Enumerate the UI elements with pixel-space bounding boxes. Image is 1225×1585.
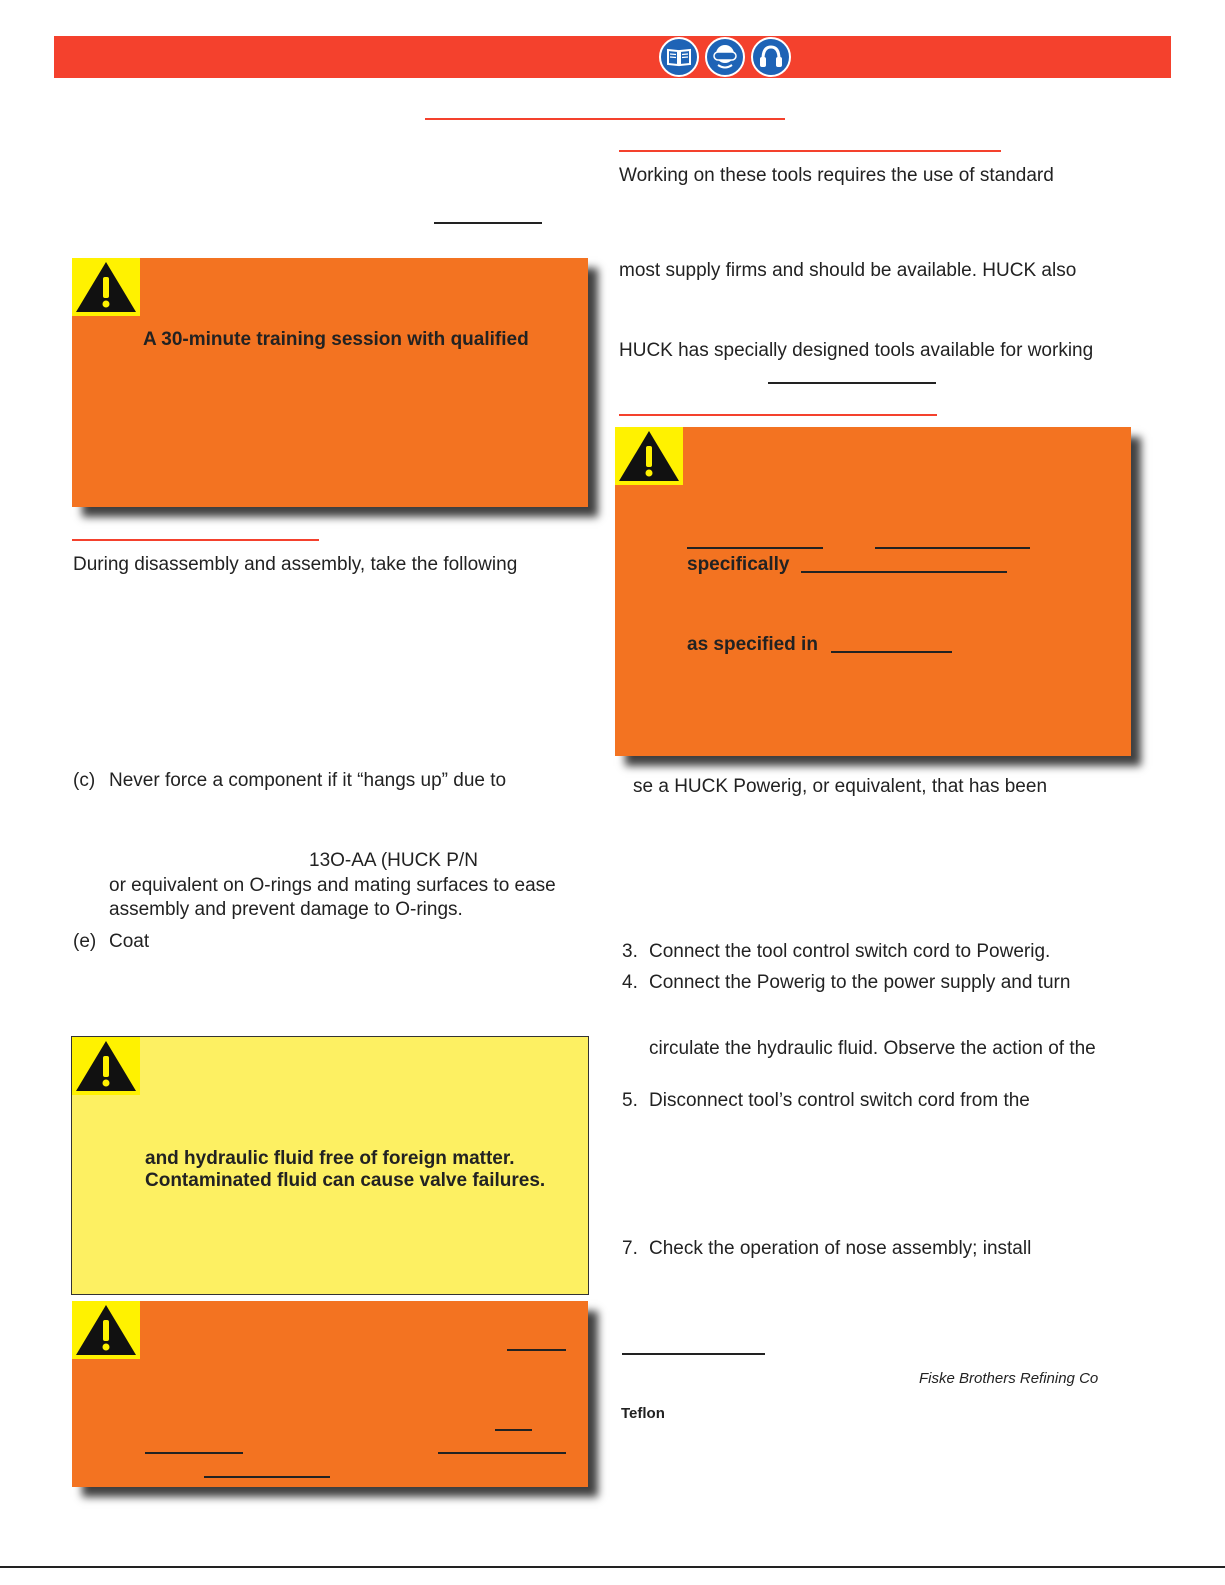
item-d-line: assembly and prevent damage to O-rings. (109, 899, 463, 920)
item-c-text: Never force a component if it “hangs up” due to (109, 770, 507, 791)
footnote-teflon: Teflon (621, 1405, 665, 1422)
caution-text: Contaminated fluid can cause valve failures. (145, 1170, 546, 1191)
underline (768, 382, 936, 384)
item-e-text: Coat (109, 931, 150, 952)
step-text: Connect the tool control switch cord to Powerig. (649, 941, 1051, 962)
step-text: Check the operation of nose assembly; install (649, 1238, 1032, 1259)
manual-icon (659, 37, 699, 77)
item-d-line: or equivalent on O-rings and mating surfaces to ease (109, 875, 556, 896)
step-number: 5. (622, 1090, 638, 1111)
step-number: 4. (622, 972, 638, 993)
underline (507, 1349, 566, 1351)
underline (438, 1452, 566, 1454)
underline (875, 547, 1030, 549)
warning-box (72, 258, 588, 507)
step-number: 3. (622, 941, 638, 962)
footer-rule (0, 1566, 1225, 1568)
caution-text: and hydraulic fluid free of foreign matter. (145, 1148, 515, 1169)
tools-paragraph: most supply firms and should be available. HUCK also (619, 260, 1077, 281)
step-text: Disconnect tool’s control switch cord from the (649, 1090, 1030, 1111)
underline (687, 547, 823, 549)
section-rule (72, 539, 319, 541)
warning-icon (615, 427, 683, 485)
underline (831, 651, 952, 653)
item-e-label: (e) (73, 931, 97, 952)
warning-text: A 30-minute training session with qualified (143, 329, 529, 350)
header-bar (54, 36, 1171, 78)
warning-icon (72, 258, 140, 316)
section-rule (619, 414, 937, 416)
step-text: se a HUCK Powerig, or equivalent, that has been (633, 776, 1048, 797)
safety-goggles-icon (705, 37, 745, 77)
precautions-paragraph: During disassembly and assembly, take the following (73, 554, 518, 575)
tools-paragraph: HUCK has specially designed tools available for working (619, 340, 1094, 361)
warning-box (72, 1301, 588, 1487)
warning-box (615, 427, 1131, 756)
item-d-part: 13O-AA (HUCK P/N (309, 850, 478, 871)
step-text: circulate the hydraulic fluid. Observe the action of the (649, 1038, 1096, 1059)
footnote-rule (622, 1353, 765, 1355)
title-rule (425, 118, 785, 120)
footnote-company: Fiske Brothers Refining Co (919, 1370, 1099, 1387)
tools-paragraph: Working on these tools requires the use of standard (619, 165, 1054, 186)
warning-text: specifically (687, 554, 790, 575)
underline (434, 222, 542, 224)
caution-icon (72, 1037, 140, 1095)
warning-text: as specified in (687, 634, 818, 655)
underline (145, 1452, 243, 1454)
warning-icon (72, 1301, 140, 1359)
underline (495, 1429, 532, 1431)
step-text: Connect the Powerig to the power supply and turn (649, 972, 1071, 993)
underline (801, 571, 1007, 573)
step-number: 7. (622, 1238, 638, 1259)
item-c-label: (c) (73, 770, 96, 791)
underline (204, 1476, 330, 1478)
ear-protection-icon (751, 37, 791, 77)
section-rule (619, 150, 1001, 152)
